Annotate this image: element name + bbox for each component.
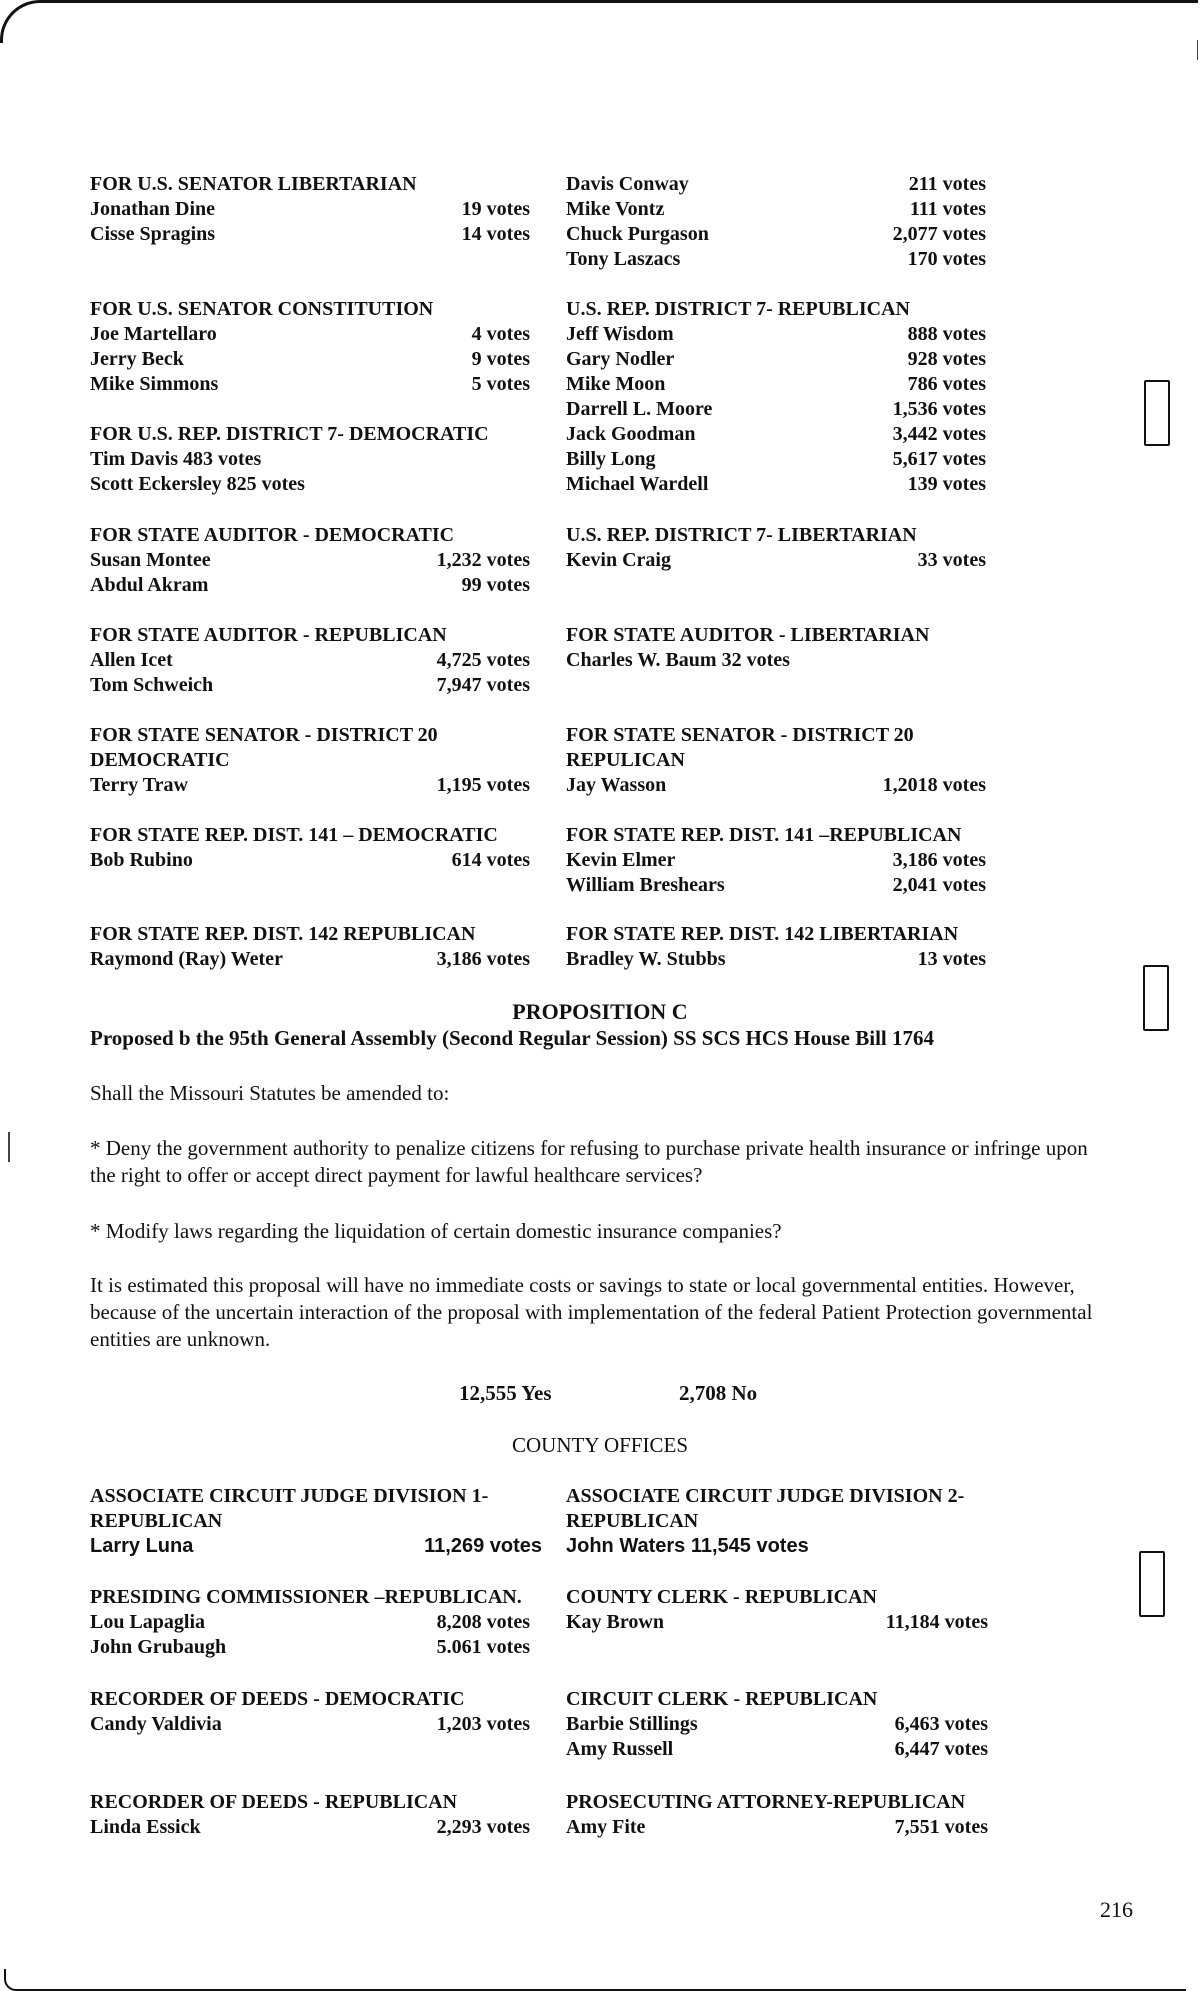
page-edge [0, 0, 1198, 43]
margin-bracket [1144, 380, 1170, 446]
vote-count: 928 votes [907, 348, 986, 370]
candidate-row [566, 472, 1046, 497]
race-us-rep-7-democratic [90, 422, 570, 497]
candidate-name: Barbie Stillings [566, 1713, 698, 1735]
candidate-name: Tom Schweich [90, 674, 214, 696]
race-us-senator-libertarian [90, 172, 570, 247]
vote-count: 1,536 votes [892, 398, 986, 420]
candidate-name: Bob Rubino [90, 849, 193, 871]
vote-count: 3,186 votes [436, 948, 530, 970]
candidate-row [90, 372, 570, 397]
candidate-line: John Waters 11,545 votes [566, 1535, 809, 1557]
candidate-name: Kevin Craig [566, 549, 671, 571]
candidate-name: Jay Wasson [566, 774, 667, 796]
proposition-estimate: It is estimated this proposal will have no immediate costs or savings to state or local governmental entities. However, because of the uncertain interaction of the proposal with implementation of the federal Patient Protection governmental entities are unknown. [90, 1273, 1093, 1351]
candidate-row [566, 873, 1046, 898]
candidate-name: Allen Icet [90, 649, 173, 671]
candidate-row [566, 1815, 1046, 1840]
candidate-name: Jeff Wisdom [566, 323, 674, 345]
vote-count: 2,293 votes [436, 1816, 530, 1838]
race-title: U.S. REP. DISTRICT 7- LIBERTARIAN [566, 524, 917, 546]
race-title: RECORDER OF DEEDS - DEMOCRATIC [90, 1688, 465, 1710]
race-title: FOR STATE REP. DIST. 142 REPUBLICAN [90, 923, 476, 945]
candidate-row [566, 1712, 1046, 1737]
candidate-name: Mike Vontz [566, 198, 665, 220]
vote-count: 1,195 votes [436, 774, 530, 796]
race-title: FOR U.S. SENATOR LIBERTARIAN [90, 173, 417, 195]
candidate-row [90, 548, 570, 573]
candidate-name: Jonathan Dine [90, 198, 216, 220]
race-recorder-deeds-democratic [90, 1687, 570, 1737]
candidate-row [90, 1635, 570, 1660]
race-associate-judge-2 [566, 1484, 1046, 1559]
vote-count: 8,208 votes [436, 1611, 530, 1633]
candidate-row [566, 548, 1046, 573]
vote-count: 3,186 votes [892, 849, 986, 871]
race-title: FOR STATE AUDITOR - LIBERTARIAN [566, 624, 930, 646]
candidate-name: Raymond (Ray) Weter [90, 948, 283, 970]
vote-count: 7,947 votes [436, 674, 530, 696]
candidate-row [90, 773, 570, 798]
race-us-senator-continued [566, 172, 1046, 272]
candidate-name: Chuck Purgason [566, 223, 709, 245]
candidate-row [566, 222, 1046, 247]
candidate-name: Davis Conway [566, 173, 689, 195]
race-state-rep-142-republican [90, 922, 570, 972]
race-title: COUNTY CLERK - REPUBLICAN [566, 1586, 877, 1608]
candidate-row [90, 347, 570, 372]
candidate-row [90, 947, 570, 972]
candidate-name: Darrell L. Moore [566, 398, 713, 420]
candidate-name: Mike Moon [566, 373, 666, 395]
candidate-name: John Grubaugh [90, 1636, 227, 1658]
candidate-name: William Breshears [566, 874, 725, 896]
candidate-row [90, 222, 570, 247]
candidate-name: Jack Goodman [566, 423, 696, 445]
race-title: FOR STATE REP. DIST. 141 –REPUBLICAN [566, 824, 962, 846]
race-title: ASSOCIATE CIRCUIT JUDGE DIVISION 2- [566, 1485, 965, 1507]
candidate-name: Amy Fite [566, 1816, 646, 1838]
margin-bracket [1139, 1551, 1165, 1617]
race-us-rep-7-republican [566, 297, 1046, 497]
candidate-row [566, 322, 1046, 347]
vote-count: 170 votes [907, 248, 986, 270]
candidate-name: Kevin Elmer [566, 849, 676, 871]
race-title: RECORDER OF DEEDS - REPUBLICAN [90, 1791, 458, 1813]
vote-count: 1,2018 votes [882, 774, 986, 796]
candidate-line: Tim Davis 483 votes [90, 448, 262, 470]
race-state-senator-20-republican [566, 723, 1046, 798]
candidate-row [566, 397, 1046, 422]
vote-count: 9 votes [471, 348, 530, 370]
race-title: FOR STATE REP. DIST. 142 LIBERTARIAN [566, 923, 959, 945]
page-edge [4, 1969, 1186, 1991]
race-state-rep-141-democratic [90, 823, 570, 873]
candidate-row [566, 773, 1046, 798]
race-title-party: REPUBLICAN [566, 1510, 699, 1532]
vote-count: 5 votes [471, 373, 530, 395]
candidate-row [90, 1534, 570, 1559]
race-state-senator-20-democratic [90, 723, 570, 798]
candidate-row [90, 1712, 570, 1737]
proposition-bullet: * Deny the government authority to penalize citizens for refusing to purchase private health insurance or infringe upon the right to offer or accept direct payment for lawful healthcare services? [90, 1136, 1088, 1187]
candidate-row [90, 673, 570, 698]
candidate-row [566, 347, 1046, 372]
vote-count: 5.061 votes [436, 1636, 530, 1658]
proposition-yes-count: 12,555 Yes [459, 1381, 552, 1405]
race-title: FOR STATE SENATOR - DISTRICT 20 [566, 724, 914, 746]
candidate-name: Michael Wardell [566, 473, 709, 495]
proposition-subtitle: Proposed b the 95th General Assembly (Second Regular Session) SS SCS HCS House Bill 1764 [90, 1026, 934, 1050]
vote-count: 211 votes [908, 173, 986, 195]
race-state-rep-141-republican [566, 823, 1046, 898]
vote-count: 4,725 votes [436, 649, 530, 671]
candidate-row [566, 247, 1046, 272]
vote-count: 3,442 votes [892, 423, 986, 445]
race-title: FOR U.S. SENATOR CONSTITUTION [90, 298, 434, 320]
vote-count: 2,077 votes [892, 223, 986, 245]
candidate-row [90, 1610, 570, 1635]
candidate-name: Jerry Beck [90, 348, 184, 370]
race-recorder-deeds-republican [90, 1790, 570, 1840]
vote-count: 139 votes [907, 473, 986, 495]
candidate-name: Mike Simmons [90, 373, 219, 395]
vote-count: 4 votes [471, 323, 530, 345]
vote-count: 14 votes [461, 223, 530, 245]
race-title-party: REPULICAN [566, 749, 685, 771]
vote-count: 111 votes [909, 198, 986, 220]
candidate-row [90, 322, 570, 347]
race-prosecuting-attorney [566, 1790, 1046, 1840]
race-title: FOR STATE AUDITOR - DEMOCRATIC [90, 524, 455, 546]
candidate-row [566, 1610, 1046, 1635]
vote-count: 2,041 votes [892, 874, 986, 896]
candidate-line: Charles W. Baum 32 votes [566, 649, 790, 671]
candidate-name: Terry Traw [90, 774, 188, 796]
proposition-no-count: 2,708 No [679, 1381, 758, 1405]
race-circuit-clerk [566, 1687, 1046, 1762]
race-title: FOR U.S. REP. DISTRICT 7- DEMOCRATIC [90, 423, 489, 445]
vote-count: 13 votes [917, 948, 986, 970]
race-title: PROSECUTING ATTORNEY-REPUBLICAN [566, 1791, 966, 1813]
candidate-name: Gary Nodler [566, 348, 675, 370]
vote-count: 11,269 votes [424, 1535, 542, 1557]
candidate-row [566, 447, 1046, 472]
race-state-auditor-republican [90, 623, 570, 698]
proposition-bullet: * Modify laws regarding the liquidation of certain domestic insurance companies? [90, 1219, 782, 1243]
candidate-name: Billy Long [566, 448, 656, 470]
candidate-row [90, 573, 570, 598]
race-us-rep-7-libertarian [566, 523, 1046, 573]
page-number: 216 [1100, 1897, 1133, 1922]
vote-count: 5,617 votes [892, 448, 986, 470]
race-title: CIRCUIT CLERK - REPUBLICAN [566, 1688, 878, 1710]
candidate-row [90, 1815, 570, 1840]
candidate-row [566, 372, 1046, 397]
race-presiding-commissioner [90, 1585, 570, 1660]
vote-count: 1,203 votes [436, 1713, 530, 1735]
candidate-row [566, 172, 1046, 197]
candidate-name: Joe Martellaro [90, 323, 217, 345]
candidate-row [566, 197, 1046, 222]
race-county-clerk [566, 1585, 1046, 1635]
candidate-row [90, 848, 570, 873]
candidate-row [566, 422, 1046, 447]
scan-mark [8, 1132, 10, 1162]
candidate-name: Kay Brown [566, 1611, 664, 1633]
vote-count: 6,447 votes [894, 1738, 988, 1760]
scan-mark [1197, 40, 1198, 60]
candidate-row [566, 848, 1046, 873]
race-associate-judge-1 [90, 1484, 570, 1559]
proposition-title: PROPOSITION C [512, 999, 688, 1024]
candidate-name: Lou Lapaglia [90, 1611, 206, 1633]
race-title: FOR STATE REP. DIST. 141 – DEMOCRATIC [90, 824, 498, 846]
candidate-name: Bradley W. Stubbs [566, 948, 726, 970]
race-state-rep-142-libertarian [566, 922, 1046, 972]
vote-count: 11,184 votes [885, 1611, 988, 1633]
county-offices-title: COUNTY OFFICES [512, 1433, 688, 1457]
race-title: U.S. REP. DISTRICT 7- REPUBLICAN [566, 298, 910, 320]
candidate-row [566, 1737, 1046, 1762]
candidate-row [90, 197, 570, 222]
race-state-auditor-libertarian [566, 623, 1046, 673]
candidate-name: Tony Laszacs [566, 248, 681, 270]
vote-count: 6,463 votes [894, 1713, 988, 1735]
candidate-row [566, 947, 1046, 972]
vote-count: 33 votes [917, 549, 986, 571]
race-title: PRESIDING COMMISSIONER –REPUBLICAN. [90, 1586, 522, 1608]
race-title: FOR STATE SENATOR - DISTRICT 20 [90, 724, 438, 746]
proposition-question: Shall the Missouri Statutes be amended to: [90, 1081, 450, 1105]
race-title-party: DEMOCRATIC [90, 749, 230, 771]
candidate-name: Abdul Akram [90, 574, 209, 596]
race-state-auditor-democratic [90, 523, 570, 598]
vote-count: 614 votes [451, 849, 530, 871]
candidate-name: Amy Russell [566, 1738, 674, 1760]
race-title: FOR STATE AUDITOR - REPUBLICAN [90, 624, 447, 646]
candidate-name: Linda Essick [90, 1816, 201, 1838]
race-us-senator-constitution [90, 297, 570, 397]
vote-count: 888 votes [907, 323, 986, 345]
vote-count: 19 votes [461, 198, 530, 220]
candidate-line: Scott Eckersley 825 votes [90, 473, 305, 495]
candidate-name: Candy Valdivia [90, 1713, 222, 1735]
candidate-row [90, 648, 570, 673]
candidate-name: Larry Luna [90, 1535, 194, 1557]
race-title-party: REPUBLICAN [90, 1510, 223, 1532]
candidate-name: Susan Montee [90, 549, 211, 571]
candidate-name: Cisse Spragins [90, 223, 216, 245]
vote-count: 7,551 votes [894, 1816, 988, 1838]
vote-count: 1,232 votes [436, 549, 530, 571]
race-title: ASSOCIATE CIRCUIT JUDGE DIVISION 1- [90, 1485, 489, 1507]
vote-count: 786 votes [907, 373, 986, 395]
vote-count: 99 votes [461, 574, 530, 596]
